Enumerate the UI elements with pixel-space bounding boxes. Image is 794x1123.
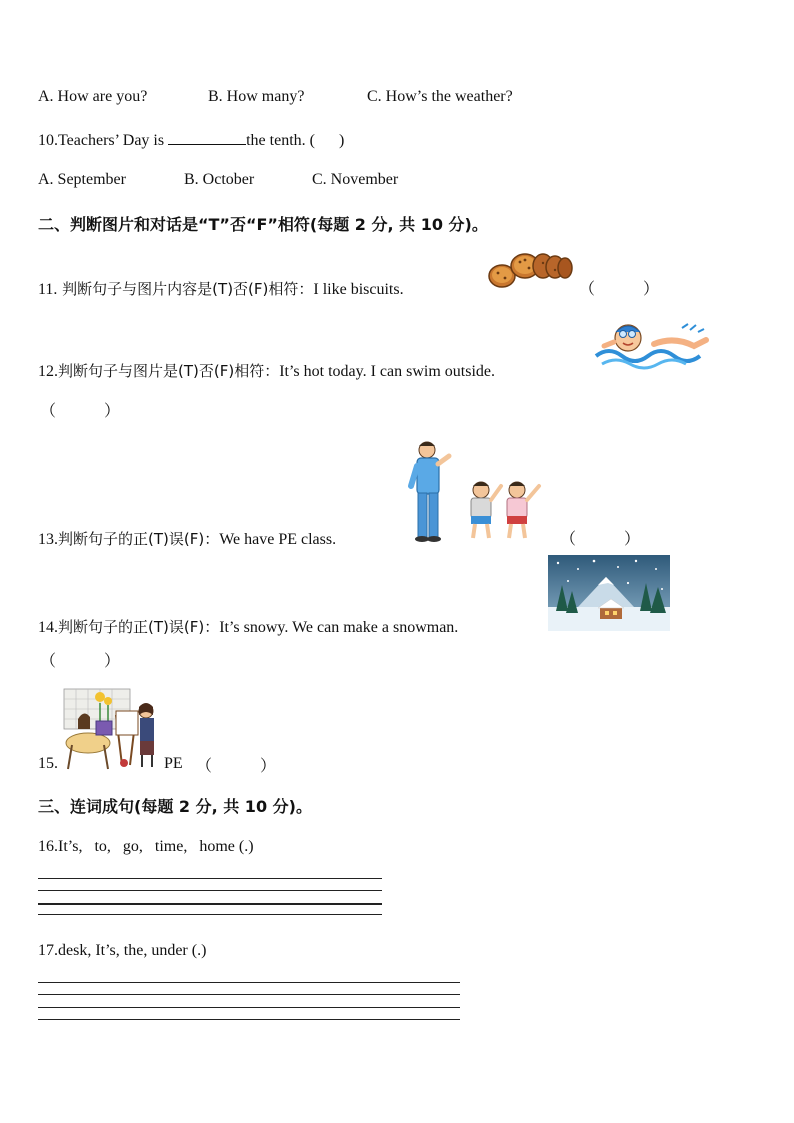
question-number: 17.: [38, 942, 58, 959]
q9-option-a: A. How are you?: [38, 88, 148, 105]
answer-line[interactable]: [38, 994, 460, 995]
question-words: desk, It’s, the, under (.): [58, 942, 207, 959]
question-prompt: 判断句子的正(T)误(F)：: [58, 530, 220, 548]
section2-heading: 二、判断图片和对话是“T”否“F”相符(每题 2 分, 共 10 分)。: [38, 215, 488, 234]
section3-heading: 三、连词成句(每题 2 分, 共 10 分)。: [38, 797, 312, 816]
q12-question: [38, 360, 495, 381]
question-sentence: We have PE class.: [219, 531, 337, 548]
answer-line[interactable]: [38, 1019, 460, 1020]
answer-line[interactable]: [38, 903, 382, 905]
snowy-scene-icon: [548, 555, 670, 631]
q11-answer-paren[interactable]: （ ）: [579, 281, 660, 298]
biscuits-icon: [487, 248, 573, 292]
q10-option-b: B. October: [184, 171, 255, 188]
question-text: Teachers’ Day is: [58, 132, 165, 149]
question-sentence: I like biscuits.: [313, 281, 404, 298]
answer-line[interactable]: [38, 914, 382, 915]
q15-number: 15.: [38, 755, 58, 772]
q9-option-c: C. How’s the weather?: [367, 88, 513, 105]
answer-line[interactable]: [38, 1007, 460, 1008]
q10-question: [38, 130, 344, 150]
q13-question: [38, 528, 336, 549]
question-prompt: 判断句子的正(T)误(F)：: [58, 618, 220, 636]
question-number: 16.: [38, 838, 58, 855]
art-class-icon: [60, 685, 160, 771]
q16-question: [38, 838, 254, 856]
q12-answer-paren[interactable]: （ ）: [40, 403, 121, 420]
answer-line[interactable]: [38, 982, 460, 983]
q14-question: [38, 616, 458, 637]
answer-paren-close: ): [338, 132, 345, 149]
q17-question: [38, 942, 206, 960]
q15-sentence: PE: [164, 755, 183, 772]
question-number: 13.: [38, 531, 58, 548]
question-prompt: 判断句子与图片内容是(T)否(F)相符：: [57, 280, 314, 298]
q10-option-a: A. September: [38, 171, 126, 188]
answer-line[interactable]: [38, 890, 382, 891]
question-prompt: 判断句子与图片是(T)否(F)相符：: [58, 362, 280, 380]
question-words: It’s, to, go, time, home (.): [58, 838, 254, 855]
fill-blank[interactable]: [168, 130, 246, 145]
pe-class-icon: [405, 438, 550, 544]
question-sentence: It’s hot today. I can swim outside.: [279, 363, 496, 380]
answer-line[interactable]: [38, 878, 382, 879]
question-text-after: the tenth. (: [246, 132, 315, 149]
q11-question: [38, 278, 404, 299]
q10-option-c: C. November: [312, 171, 399, 188]
q15-answer-paren[interactable]: （ ）: [196, 758, 277, 775]
q14-answer-paren[interactable]: （ ）: [40, 653, 121, 670]
swimmer-icon: [594, 316, 712, 370]
question-number: 11.: [38, 281, 58, 298]
question-number: 12.: [38, 363, 58, 380]
question-number: 10.: [38, 132, 58, 149]
question-number: 14.: [38, 619, 58, 636]
q13-answer-paren[interactable]: （ ）: [560, 531, 641, 548]
question-sentence: It’s snowy. We can make a snowman.: [219, 619, 459, 636]
q9-option-b: B. How many?: [208, 88, 305, 105]
